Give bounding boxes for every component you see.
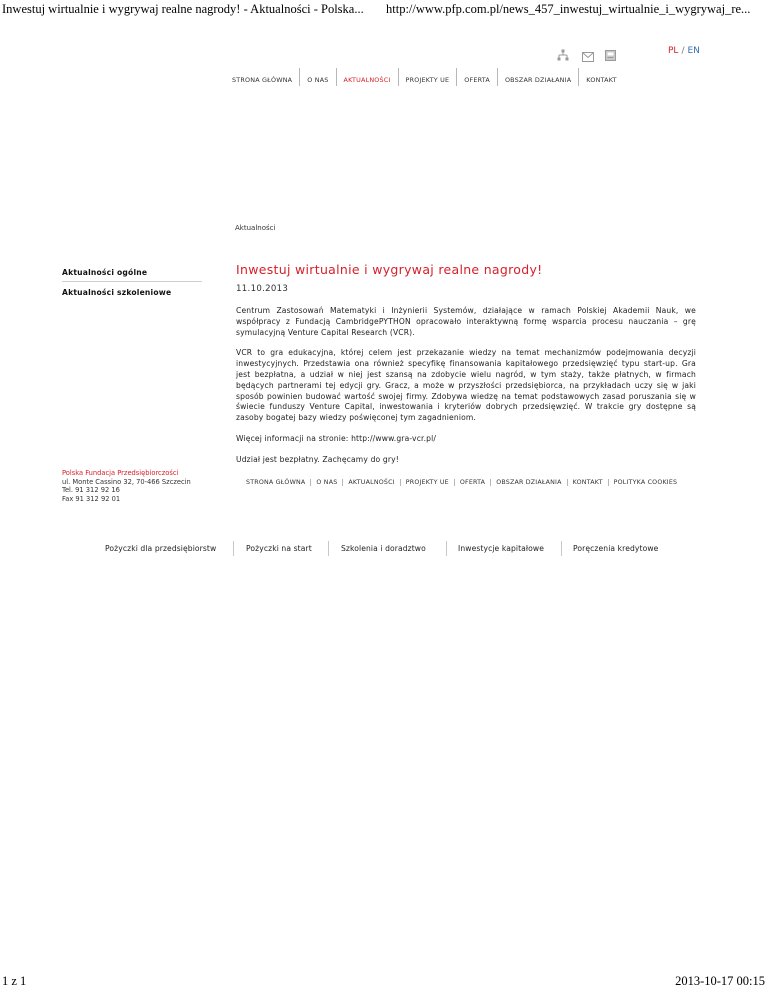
footer-nav-area[interactable]: OBSZAR DZIAŁANIA [490,479,566,486]
nav-about[interactable]: O NAS [299,68,335,86]
nav-news[interactable]: AKTUALNOŚCI [336,68,398,86]
service-business-loans[interactable]: Pożyczki dla przedsiębiorstw [105,544,217,553]
article-paragraph: VCR to gra edukacyjna, której celem jest przekazanie wiedzy na temat mechanizmów podejmowania decyzji inwestycyjnych. Przedstawia ona również specyfikę finansowania kapitałowego przedsięwzięć typu start-up. Gra jest bezpłatna, a udział w niej jest szansą na zdobycie wielu nagród, w tym staży, także płatnych, w firmach będących partnerami tej edycji gry. Gracz, a może w przyszłości przedsiębiorca, na przykładach uczy się w jaki sposób powinien budować wartość swojej firmy. Zdobywa wiedzę na temat podstawowych zasad poruszania się w świecie funduszy Venture Capital, inwestowania i kryteriów dobrych przedsięwzięć. W trakcie gry dostępne są zasoby bogatej bazy wiedzy poświęconej tym zagadnieniom. [236,348,696,423]
service-divider [233,541,234,556]
print-header [0,0,768,20]
print-page-title: Inwestuj wirtualnie i wygrywaj realne nagrody! - Aktualności - Polska... [2,2,364,16]
article-title: Inwestuj wirtualnie i wygrywaj realne nagrody! [236,262,543,277]
lang-pl-link[interactable]: PL [668,46,679,56]
sitemap-icon[interactable] [557,46,569,58]
footer-nav-eu-projects[interactable]: PROJEKTY UE [400,479,454,486]
footer-nav-cookies[interactable]: POLITYKA COOKIES [608,479,683,486]
article-more-info: Więcej informacji na stronie: http://www.gra-vcr.pl/ [236,433,437,443]
nav-offer[interactable]: OFERTA [456,68,497,86]
nav-area[interactable]: OBSZAR DZIAŁANIA [497,68,578,86]
nav-eu-projects[interactable]: PROJEKTY UE [398,68,457,86]
lang-separator: / [681,46,685,56]
footer-nav-news[interactable]: AKTUALNOŚCI [342,479,399,486]
service-divider [561,541,562,556]
footer-nav-home[interactable]: STRONA GŁÓWNA [246,479,306,486]
service-startup-loans[interactable]: Pożyczki na start [246,544,312,553]
footer-fax: Fax 91 312 92 01 [62,494,121,503]
breadcrumb[interactable]: Aktualności [235,224,276,232]
sidebar-item-training-news[interactable]: Aktualności szkoleniowe [62,288,172,297]
print-page-url: http://www.pfp.com.pl/news_457_inwestuj_wirtualnie_i_wygrywaj_re... [386,2,751,16]
sidebar [62,266,202,301]
services-bar [0,544,768,564]
mail-icon[interactable] [582,47,594,57]
footer-nav-offer[interactable]: OFERTA [454,479,490,486]
article-paragraph: Centrum Zastosowań Matematyki i Inżynierii Systemów, działające w ramach Polskiej Akademii Nauk, we współpracy z Fundacją CambridgePYTHON opracowało interaktywną formę wsparcia procesu nauczania – grę symulacyjną Venture Capital Research (VCR). [236,306,696,337]
lang-en-link[interactable]: EN [687,46,700,56]
footer-navigation [246,479,682,486]
top-navigation [224,68,624,94]
article-closing: Udział jest bezpłatny. Zachęcamy do gry! [236,454,399,464]
service-divider [328,541,329,556]
footer-nav-contact[interactable]: KONTAKT [567,479,608,486]
article [236,262,696,466]
service-divider [446,541,447,556]
footer-street: ul. Monte Cassino 32, 70-466 Szczecin [62,477,191,486]
article-date: 11.10.2013 [236,284,289,294]
service-capital-investments[interactable]: Inwestycje kapitałowe [458,544,544,553]
nav-contact[interactable]: KONTAKT [578,68,623,86]
service-training-consulting[interactable]: Szkolenia i doradztwo [341,544,426,553]
footer-org-name: Polska Fundacja Przedsiębiorczości [62,469,179,477]
service-credit-guarantees[interactable]: Poręczenia kredytowe [573,544,659,553]
language-switcher [668,46,700,56]
print-page-number: 1 z 1 [2,974,27,988]
print-timestamp: 2013-10-17 00:15 [675,974,765,988]
sidebar-item-general-news[interactable]: Aktualności ogólne [62,266,202,282]
footer-address [62,469,191,503]
print-icon[interactable] [605,46,616,57]
footer-phone: Tel. 91 312 92 16 [62,486,120,495]
footer-nav-about[interactable]: O NAS [310,479,342,486]
nav-home[interactable]: STRONA GŁÓWNA [232,76,293,84]
